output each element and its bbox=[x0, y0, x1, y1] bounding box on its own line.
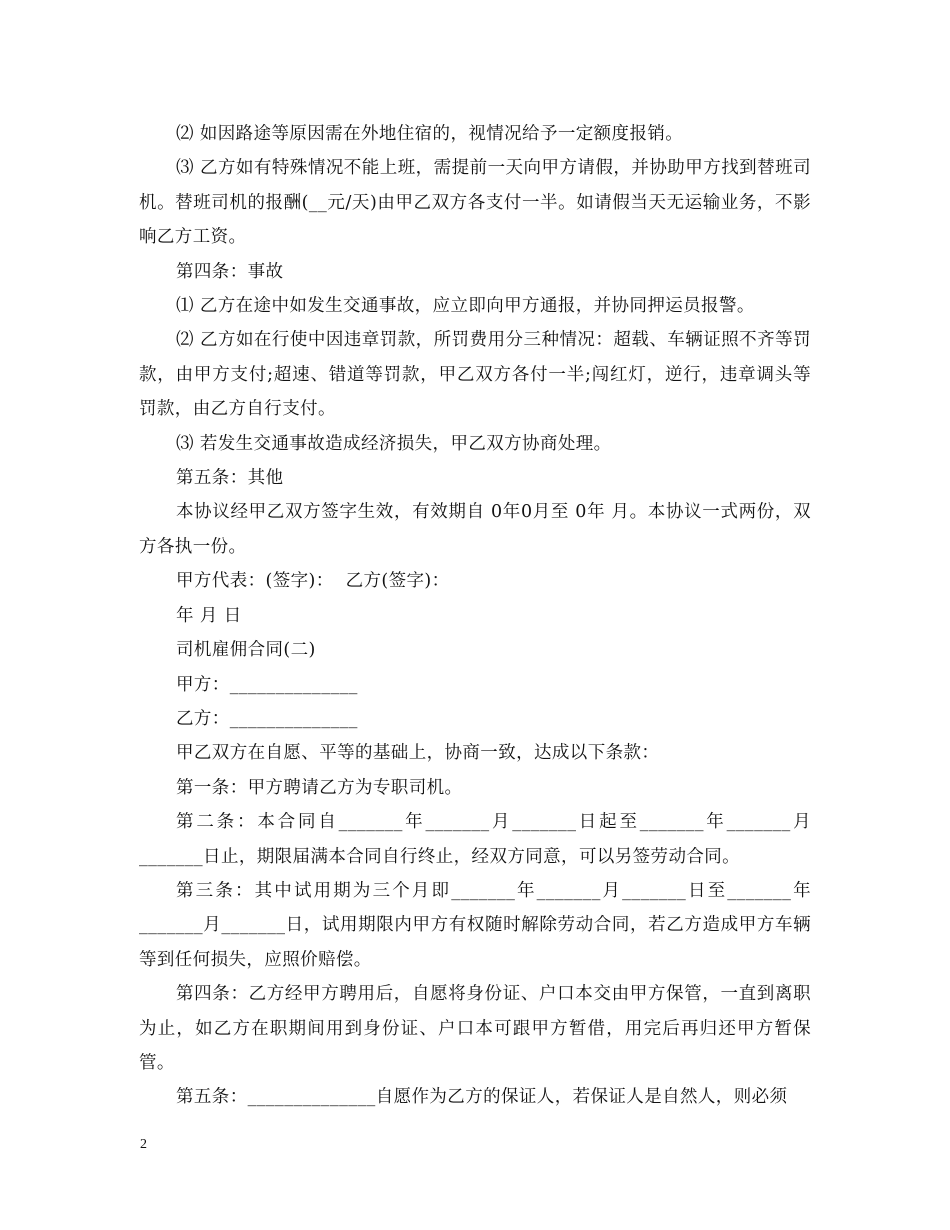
paragraph: 甲乙双方在自愿、平等的基础上，协商一致，达成以下条款： bbox=[176, 743, 660, 764]
clause-1: 第一条：甲方聘请乙方为专职司机。 bbox=[176, 777, 463, 798]
contract-title: 司机雇佣合同(二) bbox=[176, 640, 316, 661]
signature-line: 甲方代表：(签字)： 乙方(签字)： bbox=[176, 571, 450, 592]
document-body bbox=[139, 117, 811, 1115]
party-b-line: 乙方：______________ bbox=[176, 708, 358, 729]
paragraph: ⑵ 乙方如在行使中因违章罚款，所罚费用分三种情况：超载、车辆证照不齐等罚款，由甲方支付;超速、错道等罚款，甲乙双方各付一半;闯红灯，逆行，违章调头等罚款，由乙方自行支付。 bbox=[139, 330, 811, 420]
paragraph: ⑴ 乙方在途中如发生交通事故，应立即向甲方通报，并协同押运员报警。 bbox=[176, 296, 755, 317]
clause-3: 第三条：其中试用期为三个月即_______年_______月_______日至_______年_______月_______日，试用期限内甲方有权随时解除劳动合同，若乙方造成甲方车辆等到任何损失，应照价赔偿。 bbox=[139, 880, 811, 970]
section-heading: 第五条：其他 bbox=[176, 468, 284, 489]
paragraph: 本协议经甲乙双方签字生效，有效期自 0年0月至 0年 月。本协议一式两份，双方各执一份。 bbox=[139, 502, 811, 557]
section-heading: 第四条：事故 bbox=[176, 261, 284, 282]
page-number: 2 bbox=[140, 1137, 147, 1152]
paragraph: ⑶ 乙方如有特殊情况不能上班，需提前一天向甲方请假，并协助甲方找到替班司机。替班司机的报酬(__元/天)由甲乙双方各支付一半。如请假当天无运输业务，不影响乙方工资。 bbox=[139, 158, 811, 248]
clause-4: 第四条：乙方经甲方聘用后，自愿将身份证、户口本交由甲方保管，一直到离职为止，如乙方在职期间用到身份证、户口本可跟甲方暂借，用完后再归还甲方暂保管。 bbox=[139, 984, 811, 1073]
date-line: 年 月 日 bbox=[176, 605, 242, 626]
party-a-line: 甲方：______________ bbox=[176, 674, 358, 695]
clause-5: 第五条：______________自愿作为乙方的保证人，若保证人是自然人，则必须 bbox=[176, 1087, 788, 1108]
paragraph: ⑶ 若发生交通事故造成经济损失，甲乙双方协商处理。 bbox=[176, 433, 612, 454]
clause-2: 第二条：本合同自_______年_______月_______日起至_______年_______月_______日止，期限届满本合同自行终止，经双方同意，可以另签劳动合同。 bbox=[139, 812, 811, 867]
paragraph: ⑵ 如因路途等原因需在外地住宿的，视情况给予一定额度报销。 bbox=[176, 124, 684, 144]
